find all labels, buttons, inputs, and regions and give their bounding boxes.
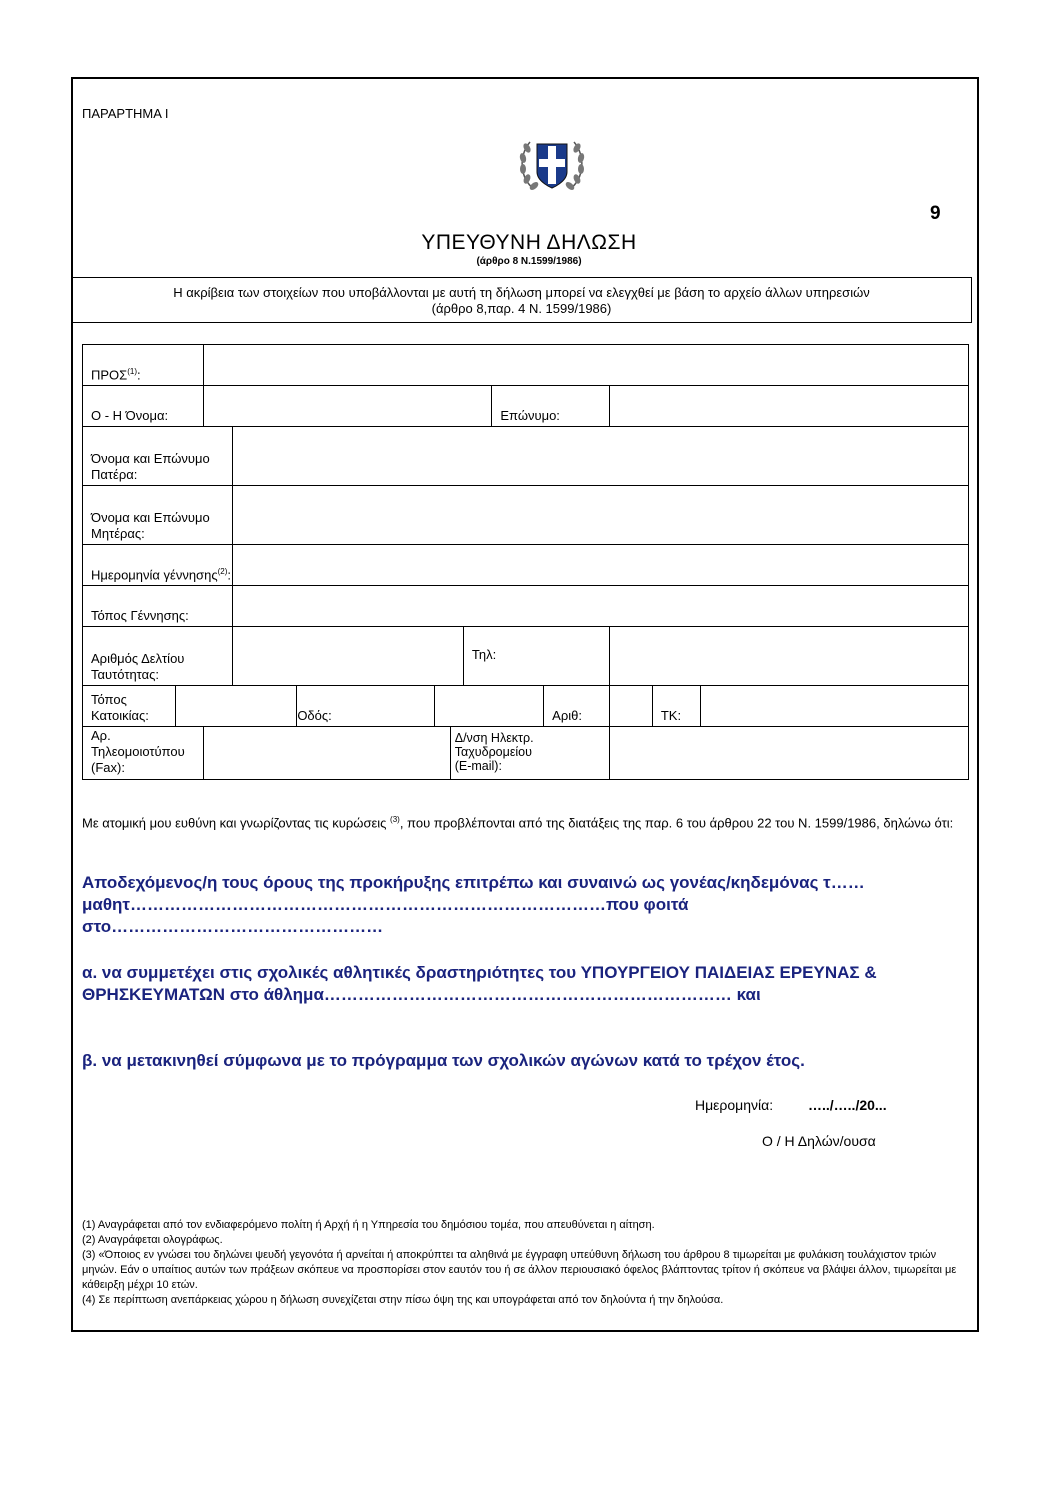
email-field[interactable]: [610, 727, 969, 780]
label-surname: Επώνυμο:: [492, 386, 610, 427]
footnote-1: (1) Αναγράφεται από τον ενδιαφερόμενο πολίτη ή Αρχή ή η Υπηρεσία του δημόσιου τομέα, που απευθύνεται η αίτηση.: [82, 1219, 655, 1231]
label-birthplace: Τόπος Γέννησης:: [83, 586, 233, 627]
label-first-name: Ο - Η Όνομα:: [83, 386, 204, 427]
surname-field[interactable]: [610, 386, 969, 427]
verification-notice: [71, 277, 972, 323]
phone-field[interactable]: [610, 627, 969, 686]
label-number: Αριθ:: [544, 686, 610, 727]
date-label: Ημερομηνία:: [695, 1097, 774, 1113]
father-name-field[interactable]: [233, 427, 969, 486]
declaration-body-consent: Αποδεχόμενος/η τους όρους της προκήρυξης επιτρέπω και συναινώ ως γονέας/κηδεμόνας τ…… μαθητ…………………………………………………………………………που φοιτά στο…………………………………………: [82, 873, 865, 936]
footnote-4: (4) Σε περίπτωση ανεπάρκειας χώρου η δήλωση συνεχίζεται στην πίσω όψη της και υπογράφεται από τον δηλούντα ή την δηλούσα.: [82, 1294, 724, 1306]
label-father-name: Όνομα και Επώνυμο Πατέρα:: [83, 427, 233, 486]
declaration-form-table: [82, 344, 969, 780]
document-title: ΥΠΕΥΘΥΝΗ ΔΗΛΩΣΗ: [421, 231, 637, 254]
annex-label: ΠΑΡΑΡΤΗΜΑ Ι: [82, 106, 169, 121]
birthdate-field[interactable]: [233, 545, 969, 586]
label-postcode: ΤΚ:: [652, 686, 700, 727]
postcode-field[interactable]: [700, 686, 968, 727]
declaration-intro: Με ατομική μου ευθύνη και γνωρίζοντας τις κυρώσεις $^{(3)}$, που προβλέπονται από της διατάξεις της παρ. 6 του άρθρου 22 του Ν. 1599/1986, δηλώνω ότι:: [82, 815, 954, 831]
label-phone: Τηλ:: [463, 627, 609, 686]
greek-coat-of-arms-icon: [512, 134, 592, 196]
label-street: Οδός:: [297, 686, 435, 727]
label-pros: ΠΡΟΣ$^{(1)}$:: [83, 345, 204, 386]
document-subtitle: (άρθρο 8 Ν.1599/1986): [476, 256, 582, 267]
pros-field[interactable]: [203, 345, 968, 386]
street-field[interactable]: [435, 686, 544, 727]
date-field[interactable]: …../…../20...: [808, 1097, 887, 1113]
first-name-field[interactable]: [203, 386, 492, 427]
footnote-2: (2) Αναγράφεται ολογράφως.: [82, 1234, 223, 1246]
fax-field[interactable]: [203, 727, 450, 780]
notice-line-1: Η ακρίβεια των στοιχείων που υποβάλλονται με αυτή τη δήλωση μπορεί να ελεγχθεί με βάση το αρχείο άλλων υπηρεσιών: [173, 285, 870, 300]
number-field[interactable]: [610, 686, 653, 727]
declaration-body-participation: α. να συμμετέχει στις σχολικές αθλητικές δραστηριότητες του ΥΠΟΥΡΓΕΙΟΥ ΠΑΙΔΕΙΑΣ ΕΡΕΥΝΑΣ & ΘΡΗΣΚΕΥΜΑΤΩΝ στο άθλημα……………………………………………………………… και: [82, 963, 877, 1004]
label-residence: Τόπος Κατοικίας:: [83, 686, 176, 727]
label-email: Δ/νση Ηλεκτρ. Ταχυδρομείου (E-mail):: [450, 727, 609, 780]
mother-name-field[interactable]: [233, 486, 969, 545]
declarant-label: Ο / Η Δηλών/ουσα: [762, 1133, 876, 1149]
label-birthdate: Ημερομηνία γέννησης$^{(2)}$:: [83, 545, 233, 586]
declaration-body-travel: β. να μετακινηθεί σύμφωνα με το πρόγραμμα των σχολικών αγώνων κατά το τρέχον έτος.: [82, 1051, 805, 1070]
footnote-3: (3) «Όποιος εν γνώσει του δηλώνει ψευδή γεγονότα ή αρνείται ή αποκρύπτει τα αληθινά με έγγραφη υπεύθυνη δήλωση του άρθρου 8 τιμωρείται με φυλάκιση τουλάχιστον τριών μηνών. Εάν ο υπαίτιος αυτών των πράξεων σκόπευε να προσπορίσει στον εαυτόν του ή σε άλλον περιουσιακό όφελος βλάπτοντας τρίτον ή σκόπευε να βλάψει άλλον, τιμωρείται με κάθειρξη μέχρι 10 ετών.: [82, 1249, 957, 1291]
footnotes: [82, 1218, 962, 1308]
notice-line-2: (άρθρο 8,παρ. 4 Ν. 1599/1986): [431, 301, 612, 316]
label-id-number: Αριθμός Δελτίου Ταυτότητας:: [83, 627, 233, 686]
birthplace-field[interactable]: [233, 586, 969, 627]
label-fax: Αρ. Τηλεομοιοτύπου (Fax):: [83, 727, 204, 780]
page-number: 9: [930, 203, 941, 224]
id-number-field[interactable]: [233, 627, 464, 686]
residence-field[interactable]: [176, 686, 297, 727]
label-mother-name: Όνομα και Επώνυμο Μητέρας:: [83, 486, 233, 545]
